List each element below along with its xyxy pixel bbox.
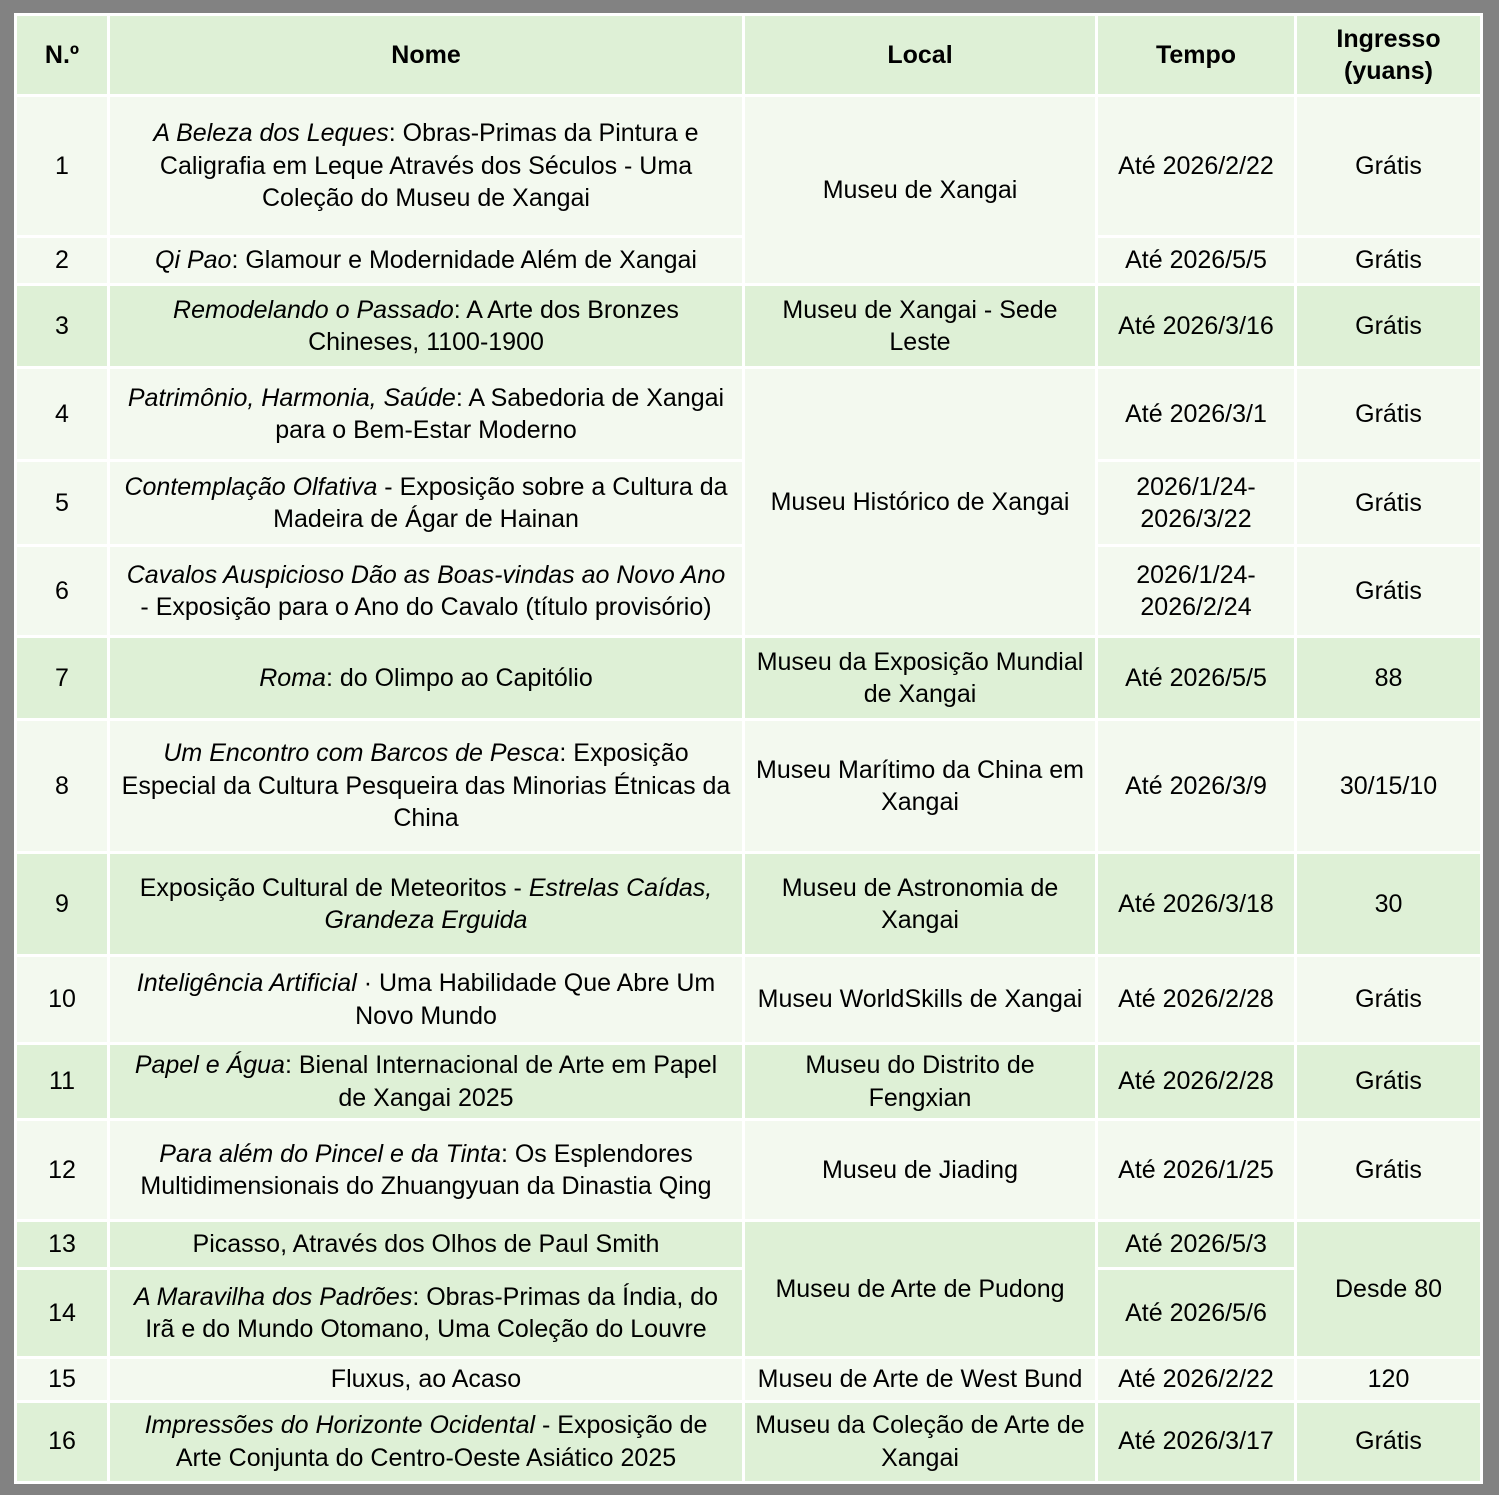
table-row [17, 1121, 1480, 1219]
row-number-cell: 5 [17, 462, 107, 544]
name-segment: · Uma Habilidade Que Abre Um Novo Mundo [355, 969, 716, 1030]
price-cell: 120 [1297, 1359, 1480, 1400]
exhibition-name-cell [110, 1222, 742, 1267]
row-number-cell: 6 [17, 547, 107, 635]
name-segment: Remodelando o Passado [173, 295, 454, 324]
row-number-cell: 12 [17, 1121, 107, 1219]
time-cell: Até 2026/5/5 [1098, 238, 1294, 283]
exhibition-name-cell [110, 238, 742, 283]
exhibition-name-cell [110, 1270, 742, 1356]
row-number-cell: 7 [17, 638, 107, 718]
location-cell: Museu Histórico de Xangai [745, 369, 1095, 635]
time-cell: Até 2026/2/28 [1098, 1045, 1294, 1118]
table-row [17, 957, 1480, 1042]
row-number-cell: 2 [17, 238, 107, 283]
name-segment: Picasso, Através dos Olhos de Paul Smith [192, 1230, 660, 1259]
exhibitions-table [14, 13, 1483, 1484]
name-segment: : Glamour e Modernidade Além de Xangai [231, 246, 697, 275]
name-segment: : A Arte dos Bronzes Chineses, 1100-1900 [308, 295, 679, 356]
table-row [17, 1222, 1480, 1267]
header-local: Local [745, 16, 1095, 94]
name-segment: - Exposição sobre a Cultura da Madeira de Ágar de Hainan [273, 472, 728, 533]
name-segment: : do Olimpo ao Capitólio [325, 663, 593, 692]
row-number-cell: 14 [17, 1270, 107, 1356]
exhibition-name-cell [110, 1359, 742, 1400]
row-number-cell: 3 [17, 286, 107, 366]
price-cell: Grátis [1297, 238, 1480, 283]
location-cell: Museu de Xangai [745, 97, 1095, 283]
name-segment: A Beleza dos Leques [153, 119, 389, 148]
name-segment: Fluxus, ao Acaso [330, 1365, 522, 1393]
time-cell: Até 2026/3/9 [1098, 721, 1294, 851]
name-segment: - Exposição para o Ano do Cavalo (título provisório) [140, 593, 712, 621]
location-cell: Museu Marítimo da China em Xangai [745, 721, 1095, 851]
exhibition-name-cell [110, 1121, 742, 1219]
location-cell: Museu da Exposição Mundial de Xangai [745, 638, 1095, 718]
price-cell: Grátis [1297, 957, 1480, 1042]
header-nome: Nome [110, 16, 742, 94]
name-segment: : A Sabedoria de Xangai para o Bem-Estar Moderno [275, 383, 725, 444]
row-number-cell: 10 [17, 957, 107, 1042]
time-cell: 2026/1/24-2026/2/24 [1098, 547, 1294, 635]
header-tempo: Tempo [1098, 16, 1294, 94]
row-number-cell: 15 [17, 1359, 107, 1400]
header-ingresso: Ingresso (yuans) [1297, 16, 1480, 94]
location-cell: Museu do Distrito de Fengxian [745, 1045, 1095, 1118]
exhibition-name-cell [110, 97, 742, 235]
exhibition-name-cell [110, 547, 742, 635]
name-segment: Roma [259, 663, 326, 692]
name-segment: : Os Esplendores Multidimensionais do Zhuangyuan da Dinastia Qing [140, 1139, 712, 1200]
time-cell: Até 2026/2/28 [1098, 957, 1294, 1042]
price-cell: Grátis [1297, 286, 1480, 366]
price-cell: Grátis [1297, 1045, 1480, 1118]
time-cell: Até 2026/3/17 [1098, 1403, 1294, 1481]
price-cell: 30 [1297, 854, 1480, 954]
name-segment: Qi Pao [155, 246, 232, 275]
exhibition-name-cell [110, 1403, 742, 1481]
exhibition-name-cell [110, 286, 742, 366]
name-segment: Exposição Cultural de Meteoritos - [139, 873, 529, 902]
time-cell: Até 2026/3/18 [1098, 854, 1294, 954]
location-cell: Museu WorldSkills de Xangai [745, 957, 1095, 1042]
price-cell: Grátis [1297, 462, 1480, 544]
location-cell: Museu da Coleção de Arte de Xangai [745, 1403, 1095, 1481]
name-segment: : Exposição Especial da Cultura Pesqueira das Minorias Étnicas da China [121, 739, 731, 833]
table-row [17, 721, 1480, 851]
name-segment: Impressões do Horizonte Ocidental [144, 1411, 536, 1439]
time-cell: Até 2026/2/22 [1098, 97, 1294, 235]
row-number-cell: 8 [17, 721, 107, 851]
time-cell: Até 2026/3/16 [1098, 286, 1294, 366]
price-cell: Grátis [1297, 1121, 1480, 1219]
location-cell: Museu de Arte de West Bund [745, 1359, 1095, 1400]
time-cell: 2026/1/24-2026/3/22 [1098, 462, 1294, 544]
time-cell: Até 2026/5/5 [1098, 638, 1294, 718]
location-cell: Museu de Jiading [745, 1121, 1095, 1219]
time-cell: Até 2026/1/25 [1098, 1121, 1294, 1219]
table-row [17, 1045, 1480, 1118]
row-number-cell: 4 [17, 369, 107, 459]
name-segment: Papel e Água [134, 1051, 285, 1079]
price-cell: Desde 80 [1297, 1222, 1480, 1356]
row-number-cell: 9 [17, 854, 107, 954]
name-segment: A Maravilha dos Padrões [133, 1282, 413, 1311]
name-segment: Cavalos Auspicioso Dão as Boas-vindas ao Novo Ano [126, 560, 726, 589]
exhibition-name-cell [110, 854, 742, 954]
exhibition-name-cell [110, 638, 742, 718]
exhibition-name-cell [110, 957, 742, 1042]
name-segment: Inteligência Artificial [136, 969, 357, 997]
price-cell: Grátis [1297, 1403, 1480, 1481]
table-row [17, 638, 1480, 718]
location-cell: Museu de Arte de Pudong [745, 1222, 1095, 1356]
name-segment: Para além do Pincel e da Tinta [159, 1139, 501, 1168]
price-cell: 30/15/10 [1297, 721, 1480, 851]
exhibition-name-cell [110, 721, 742, 851]
name-segment: Contemplação Olfativa [124, 472, 378, 501]
table-row [17, 854, 1480, 954]
name-segment: : Obras-Primas da Índia, do Irã e do Mundo Otomano, Uma Coleção do Louvre [145, 1282, 719, 1343]
time-cell: Até 2026/5/6 [1098, 1270, 1294, 1356]
table-row [17, 97, 1480, 235]
price-cell: Grátis [1297, 547, 1480, 635]
row-number-cell: 11 [17, 1045, 107, 1118]
exhibition-name-cell [110, 369, 742, 459]
exhibition-name-cell [110, 462, 742, 544]
exhibition-name-cell [110, 1045, 742, 1118]
table-row [17, 369, 1480, 459]
name-segment: : Obras-Primas da Pintura e Caligrafia em Leque Através dos Séculos - Uma Coleção do Museu de Xangai [159, 119, 699, 213]
table-row [17, 286, 1480, 366]
price-cell: Grátis [1297, 369, 1480, 459]
time-cell: Até 2026/3/1 [1098, 369, 1294, 459]
name-segment: Estrelas Caídas, Grandeza Erguida [324, 873, 713, 934]
row-number-cell: 16 [17, 1403, 107, 1481]
name-segment: : Bienal Internacional de Arte em Papel de Xangai 2025 [284, 1051, 718, 1112]
price-cell: 88 [1297, 638, 1480, 718]
location-cell: Museu de Astronomia de Xangai [745, 854, 1095, 954]
table-row [17, 1359, 1480, 1400]
header-no: N.º [17, 16, 107, 94]
price-cell: Grátis [1297, 97, 1480, 235]
time-cell: Até 2026/5/3 [1098, 1222, 1294, 1267]
row-number-cell: 1 [17, 97, 107, 235]
time-cell: Até 2026/2/22 [1098, 1359, 1294, 1400]
table-row [17, 1403, 1480, 1481]
name-segment: - Exposição de Arte Conjunta do Centro-Oeste Asiático 2025 [175, 1411, 708, 1472]
row-number-cell: 13 [17, 1222, 107, 1267]
header-row [17, 16, 1480, 94]
name-segment: Patrimônio, Harmonia, Saúde [127, 383, 456, 412]
location-cell: Museu de Xangai - Sede Leste [745, 286, 1095, 366]
name-segment: Um Encontro com Barcos de Pesca [163, 739, 560, 768]
